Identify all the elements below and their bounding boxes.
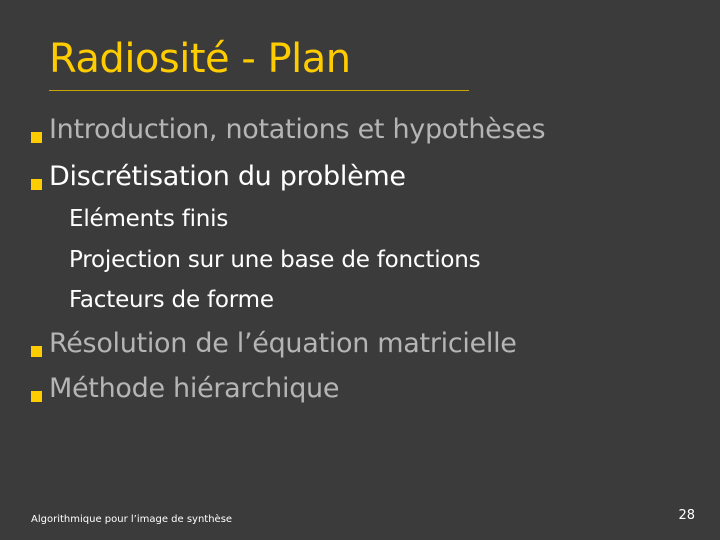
sub-bullet-elements-finis: Eléments finis [69, 206, 229, 232]
bullet-label: Introduction, notations et hypothèses [49, 114, 546, 145]
sub-bullet-facteurs-de-forme: Facteurs de forme [69, 287, 274, 313]
page-number: 28 [678, 508, 695, 523]
bullet-square-icon [31, 132, 42, 143]
bullet-square-icon [31, 391, 42, 402]
sub-bullet-projection: Projection sur une base de fonctions [69, 247, 481, 273]
bullet-square-icon [31, 179, 42, 190]
bullet-label: Discrétisation du problème [49, 161, 406, 192]
slide-title: Radiosité - Plan [49, 36, 351, 82]
bullet-label: Résolution de l’équation matricielle [49, 328, 517, 359]
title-underline [49, 90, 469, 91]
bullet-label: Méthode hiérarchique [49, 373, 340, 404]
slide-footer: Algorithmique pour l’image de synthèse [31, 514, 233, 525]
bullet-square-icon [31, 346, 42, 357]
